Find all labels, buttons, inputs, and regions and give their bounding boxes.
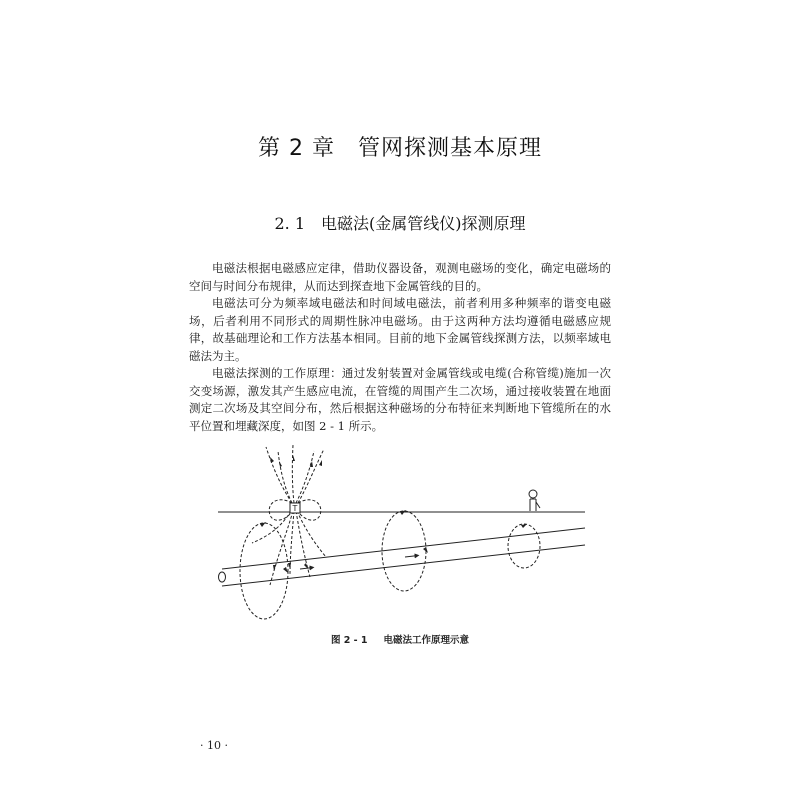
figure-em-principle [200, 445, 600, 630]
chapter-title: 第 2 章 管网探测基本原理 [258, 136, 542, 161]
section-title: 2. 1 电磁法(金属管线仪)探测原理 [274, 214, 526, 233]
figure-caption-text: 电磁法工作原理示意 [383, 635, 470, 646]
paragraph-3: 电磁法探测的工作原理：通过发射装置对金属管线或电缆(合称管缆)施加一次交变场源，激发其产生感应电流，在管缆的周围产生二次场，通过接收装置在地面测定二次场及其空间分布，然后根据这种磁场的分布特征来判断地下管缆所在的水平位置和埋藏深度，如图 2 - 1 所示。 [189, 366, 611, 433]
paragraph-1: 电磁法根据电磁感应定律，借助仪器设备，观测电磁场的变化，确定电磁场的空间与时间分布规律，从而达到探查地下金属管线的目的。 [189, 261, 611, 293]
paragraph-2: 电磁法可分为频率域电磁法和时间域电磁法，前者利用多种频率的谐变电磁场，后者利用不同形式的周期性脉冲电磁场。由于这两种方法均遵循电磁感应规律，故基础理论和工作方法基本相同。目前的地下金属管线探测方法，以频率域电磁法为主。 [189, 296, 611, 363]
page-number: · 10 · [200, 739, 228, 752]
figure-caption [0, 632, 800, 646]
body-text [189, 260, 611, 435]
operator-figure [529, 490, 540, 511]
pipe [219, 528, 586, 586]
secondary-field-rings [240, 511, 540, 619]
figure-label: 图 2 - 1 [330, 635, 368, 646]
transmitter [290, 503, 300, 513]
transmitter-label: T [292, 504, 298, 513]
figure-diagram [200, 445, 600, 630]
